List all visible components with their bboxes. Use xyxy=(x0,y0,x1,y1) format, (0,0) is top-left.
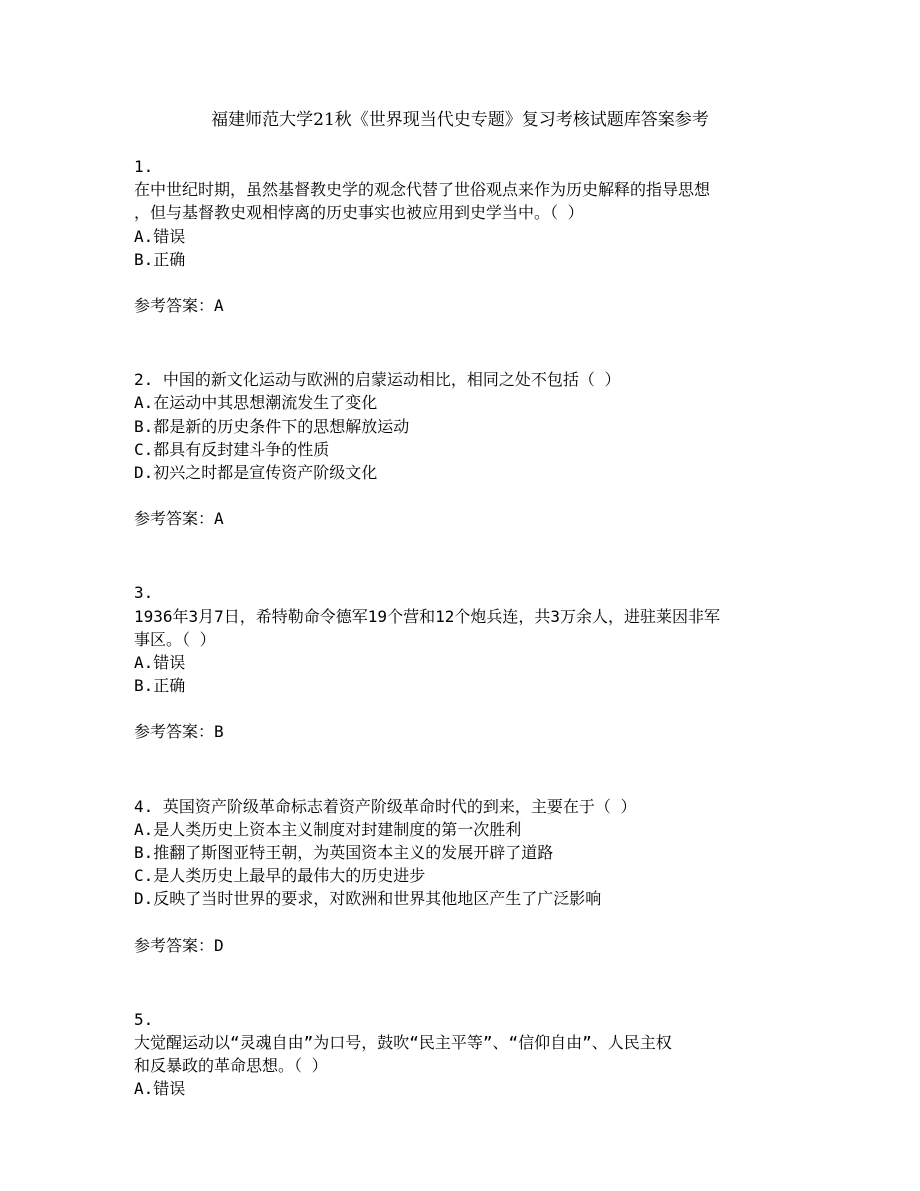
answer-value: A xyxy=(214,296,224,316)
option-b: B.正确 xyxy=(134,249,186,269)
reference-answer xyxy=(134,720,794,743)
question-stem-line: 事区。（ ） xyxy=(134,629,216,649)
option-a: A.在运动中其思想潮流发生了变化 xyxy=(134,393,378,413)
option-b: B.推翻了斯图亚特王朝，为英国资本主义的发展开辟了道路 xyxy=(134,843,554,863)
answer-label: 参考答案： xyxy=(134,722,215,742)
question-stem-line: 大觉醒运动以“灵魂自由”为口号，鼓吹“民主平等”、“信仰自由”、人民主权 xyxy=(134,1033,672,1053)
question-4 xyxy=(134,795,794,957)
question-number-and-stem: 4. 英国资产阶级革命标志着资产阶级革命时代的到来，主要在于（ ） xyxy=(134,796,637,816)
question-number: 1. xyxy=(134,157,154,176)
reference-answer xyxy=(134,507,794,530)
answer-label: 参考答案： xyxy=(134,296,215,316)
question-stem-line: ，但与基督教史观相悖离的历史事实也被应用到史学当中。（ ） xyxy=(134,203,584,223)
question-3 xyxy=(134,581,794,743)
option-b: B.正确 xyxy=(134,676,186,696)
option-a: A.是人类历史上资本主义制度对封建制度的第一次胜利 xyxy=(134,819,522,839)
answer-value: A xyxy=(214,509,224,529)
answer-label: 参考答案： xyxy=(134,935,215,955)
option-a: A.错误 xyxy=(134,653,186,673)
document-title: 福建师范大学21秋《世界现当代史专题》复习考核试题库答案参考 xyxy=(211,110,709,130)
option-a: A.错误 xyxy=(134,1079,186,1099)
question-stem-line: 和反暴政的革命思想。（ ） xyxy=(134,1056,328,1076)
question-number: 5. xyxy=(134,1009,154,1029)
answer-value: D xyxy=(214,935,224,955)
question-5 xyxy=(134,1008,794,1101)
answer-label: 参考答案： xyxy=(134,509,215,529)
question-2 xyxy=(134,368,794,530)
question-stem-line: 1936年3月7日，希特勒命令德军19个营和12个炮兵连，共3万余人，进驻莱因非军 xyxy=(134,606,720,626)
question-number-and-stem: 2. 中国的新文化运动与欧洲的启蒙运动相比，相同之处不包括（ ） xyxy=(134,370,621,390)
answer-value: B xyxy=(214,722,224,742)
option-d: D.初兴之时都是宣传资产阶级文化 xyxy=(134,463,378,483)
option-b: B.都是新的历史条件下的思想解放运动 xyxy=(134,416,410,436)
question-stem-line: 在中世纪时期，虽然基督教史学的观念代替了世俗观点来作为历史解释的指导思想 xyxy=(134,180,711,200)
option-a: A.错误 xyxy=(134,226,186,246)
option-d: D.反映了当时世界的要求，对欧洲和世界其他地区产生了广泛影响 xyxy=(134,889,602,909)
reference-answer xyxy=(134,934,794,957)
option-c: C.都具有反封建斗争的性质 xyxy=(134,439,330,459)
question-list xyxy=(134,155,794,1101)
option-c: C.是人类历史上最早的最伟大的历史进步 xyxy=(134,866,426,886)
reference-answer xyxy=(134,294,794,317)
question-number: 3. xyxy=(134,583,154,603)
question-1 xyxy=(134,155,794,317)
